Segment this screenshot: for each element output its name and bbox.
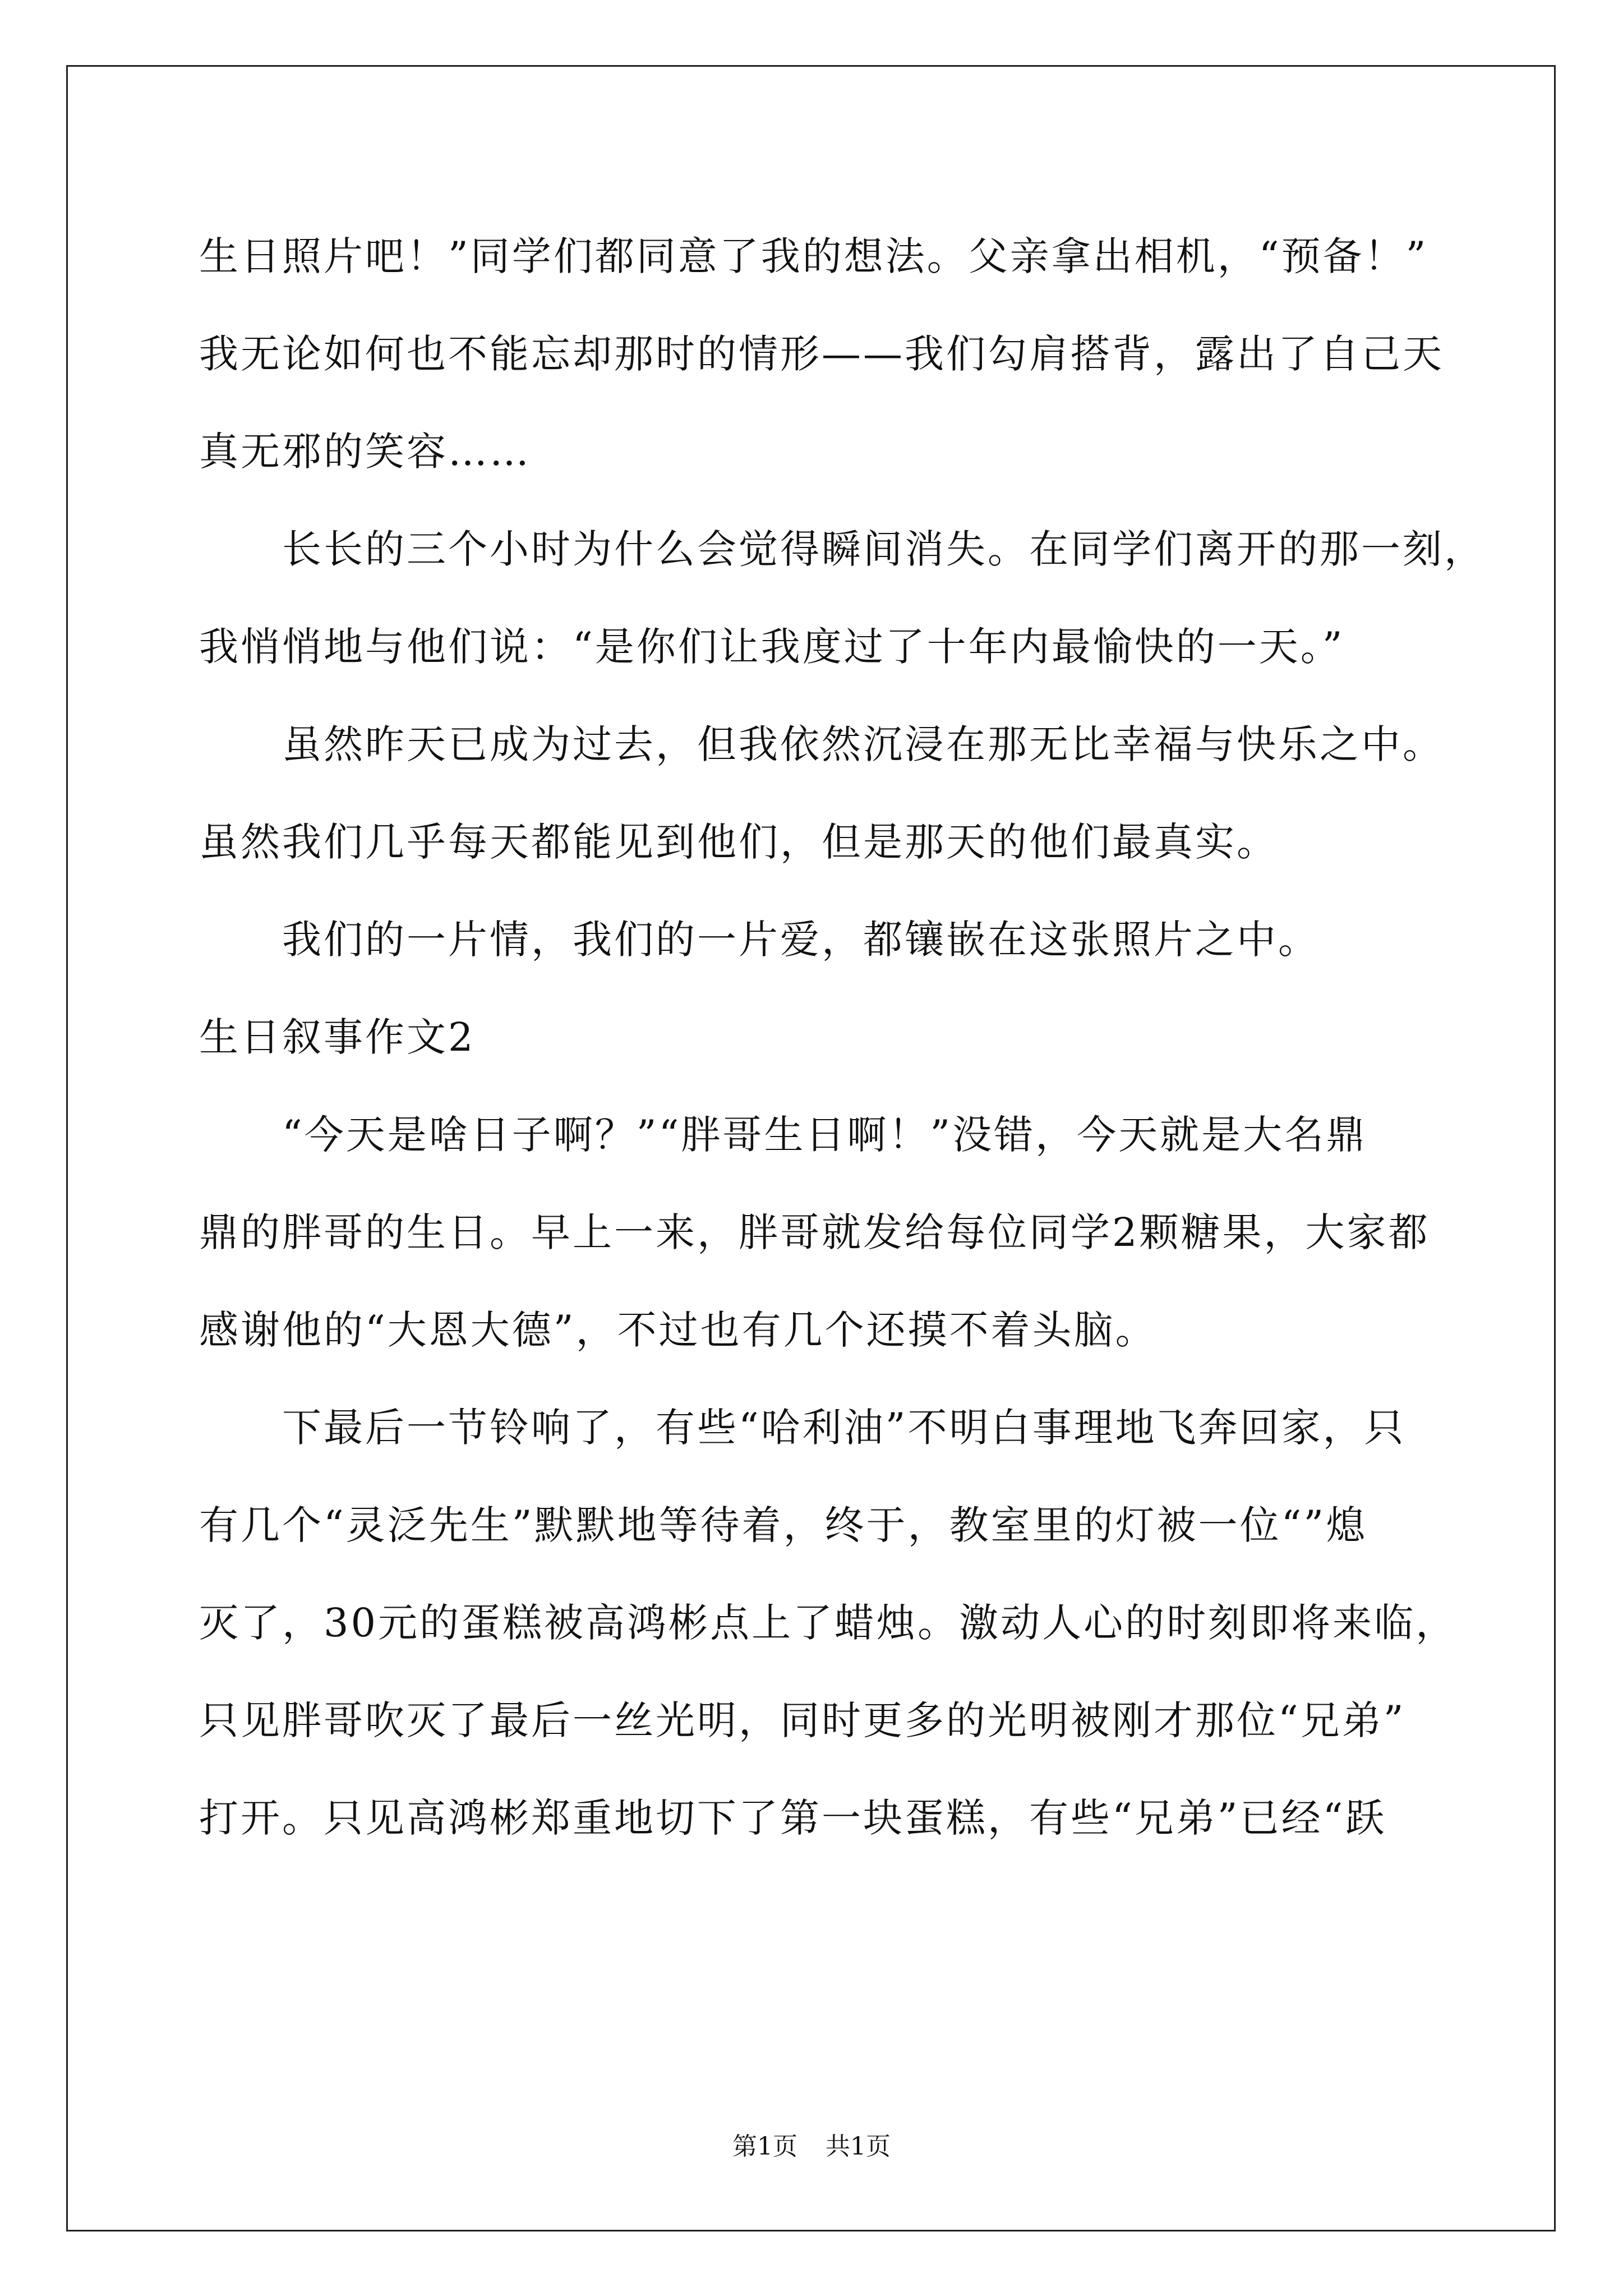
- text-line-7: 虽然我们几乎每天都能见到他们，但是那天的他们最真实。: [199, 819, 1278, 865]
- page-footer: [0, 2126, 1623, 2162]
- text-line-11: 鼎的胖哥的生日。早上一来，胖哥就发给每位同学2颗糖果，大家都: [199, 1209, 1430, 1255]
- text-line-17: 打开。只见高鸿彬郑重地切下了第一块蛋糕，有些“兄弟”已经“跃: [199, 1795, 1387, 1841]
- text-line-16: 只见胖哥吹灭了最后一丝光明，同时更多的光明被刚才那位“兄弟”: [199, 1697, 1406, 1743]
- page-number: 第1页: [732, 2132, 797, 2161]
- document-body: [199, 208, 1486, 1867]
- text-line-14: 有几个“灵泛先生”默默地等待着，终于，教室里的灯被一位“”熄: [199, 1502, 1368, 1548]
- text-line-6: 虽然昨天已成为过去，但我依然沉浸在那无比幸福与快乐之中。: [282, 721, 1444, 767]
- text-line-13: 下最后一节铃响了，有些“哈利油”不明白事理地飞奔回家，只: [282, 1405, 1406, 1451]
- text-line-15: 灭了，30元的蛋糕被高鸿彬点上了蜡烛。激动人心的时刻即将来临，: [199, 1600, 1458, 1646]
- text-line-4: 长长的三个小时为什么会觉得瞬间消失。在同学们离开的那一刻，: [282, 526, 1486, 572]
- text-line-10: “今天是啥日子啊？”“胖哥生日啊！”没错，今天就是大名鼎: [282, 1112, 1368, 1158]
- text-line-2: 我无论如何也不能忘却那时的情形——我们勾肩搭背，露出了自己天: [199, 331, 1444, 377]
- text-line-12: 感谢他的“大恩大德”，不过也有几个还摸不着头脑。: [199, 1307, 1157, 1353]
- text-line-8: 我们的一片情，我们的一片爱，都镶嵌在这张照片之中。: [282, 917, 1320, 963]
- text-line-5: 我悄悄地与他们说：“是你们让我度过了十年内最愉快的一天。”: [199, 624, 1345, 670]
- text-line-1: 生日照片吧！”同学们都同意了我的想法。父亲拿出相机，“预备！”: [199, 233, 1428, 279]
- text-line-3: 真无邪的笑容……: [199, 429, 531, 475]
- section-heading: 生日叙事作文2: [199, 1014, 476, 1060]
- page-total: 共1页: [826, 2132, 891, 2161]
